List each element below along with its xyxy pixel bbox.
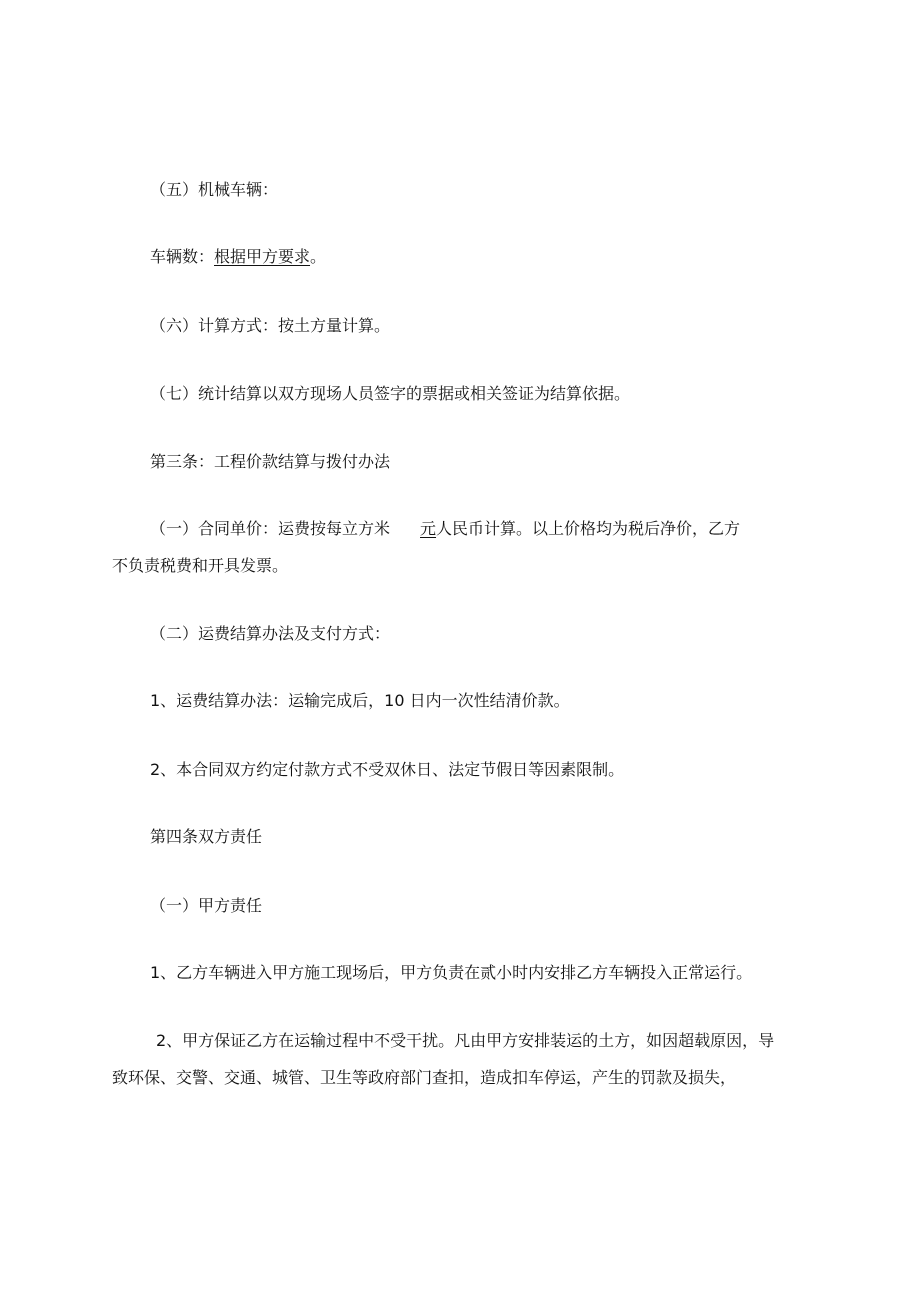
clause-7-settlement-basis: （七）统计结算以双方现场人员签字的票据或相关签证为结算依据。 bbox=[150, 384, 631, 403]
clause-6-calculation-method: （六）计算方式：按土方量计算。 bbox=[150, 316, 391, 335]
party-a-item-1: 1、乙方车辆进入甲方施工现场后，甲方负责在贰小时内安排乙方车辆投入正常运行。 bbox=[150, 963, 753, 982]
party-a-item-2: 2、甲方保证乙方在运输过程中不受干扰。凡由甲方安排装运的土方，如因超载原因，导 bbox=[156, 1031, 775, 1050]
party-a-responsibility-heading: （一）甲方责任 bbox=[150, 896, 263, 915]
clause-5-machinery-vehicles: （五）机械车辆： bbox=[150, 180, 279, 199]
contract-unit-price-continuation: 不负责税费和开具发票。 bbox=[112, 556, 289, 575]
party-a-item-2-continuation: 致环保、交警、交通、城管、卫生等政府部门查扣，造成扣车停运，产生的罚款及损失， bbox=[112, 1068, 737, 1087]
vehicle-count-value: 根据甲方要求 bbox=[214, 247, 311, 266]
item-1-settlement-method: 1、运费结算办法：运输完成后，10 日内一次性结清价款。 bbox=[150, 691, 570, 710]
vehicle-count-label: 车辆数： bbox=[150, 247, 215, 266]
unit-price-currency: 元 bbox=[420, 519, 437, 538]
item-2-payment-terms: 2、本合同双方约定付款方式不受双休日、法定节假日等因素限制。 bbox=[150, 760, 625, 779]
vehicle-count-suffix: 。 bbox=[310, 247, 327, 266]
article-4-heading: 第四条双方责任 bbox=[150, 827, 263, 846]
unit-price-text: （一）合同单价：运费按每立方米 bbox=[150, 519, 391, 538]
unit-price-rest: 人民币计算。以上价格均为税后净价，乙方 bbox=[436, 519, 741, 538]
article-3-heading: 第三条：工程价款结算与拨付办法 bbox=[150, 452, 391, 471]
clause-2-settlement-payment: （二）运费结算办法及支付方式： bbox=[150, 624, 391, 643]
contract-unit-price-line bbox=[150, 519, 740, 539]
vehicle-count-line bbox=[150, 247, 326, 267]
